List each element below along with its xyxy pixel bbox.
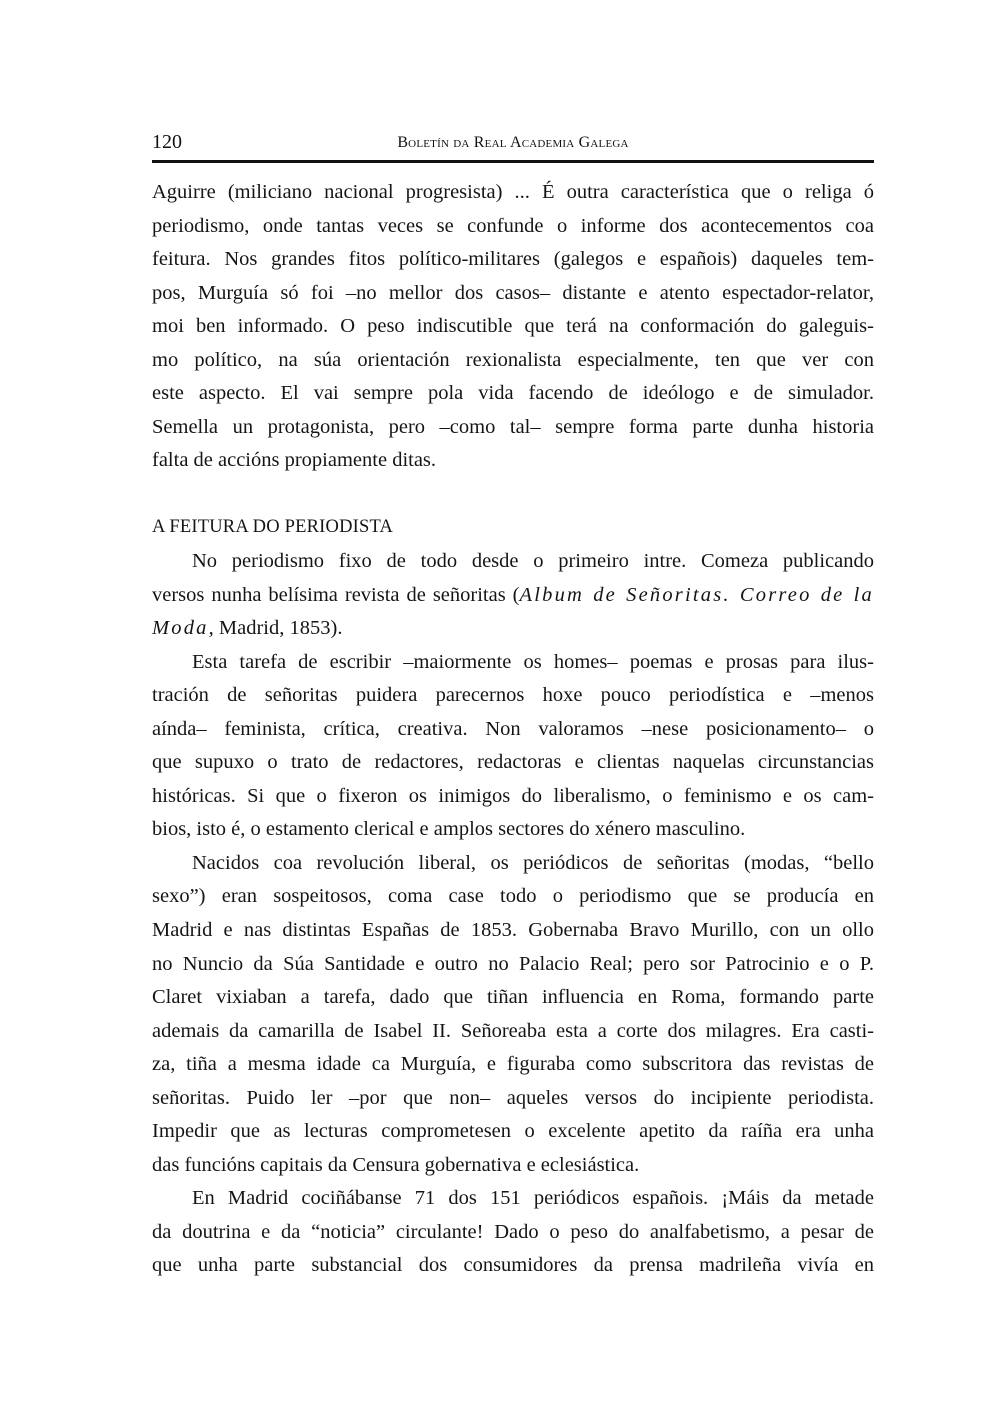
text-line: no Nuncio da Súa Santidade e outro no Palacio Real; pero sor Patrocinio e o P. [152,952,874,975]
section-heading: A FEITURA DO PERIODISTA [152,517,394,538]
header-rule [152,160,874,163]
paragraph-2 [152,646,874,847]
page-header [152,131,874,159]
text-line: Semella un protagonista, pero –como tal– sempre forma parte dunha historia [152,415,874,438]
text-line: das funcións capitais da Censura gobernativa e eclesiástica. [152,1153,640,1176]
page-number: 120 [152,131,182,153]
paragraph-4 [152,1182,874,1283]
text-line: sexo”) eran sospeitosos, coma case todo o periodismo que se producía en [152,885,874,908]
text-line: tración de señoritas puidera parecernos hoxe pouco periodística e –menos [152,684,874,707]
text-line: da doutrina e da “noticia” circulante! Dado o peso do analfabetismo, a pesar de [152,1220,874,1243]
text-line: feitura. Nos grandes fitos político-militares (galegos e españois) daqueles tem- [152,248,874,271]
intro-paragraph [152,176,874,478]
text-line: En Madrid cociñábanse 71 dos 151 periódicos españois. ¡Máis da metade [192,1187,874,1210]
text-line: Esta tarefa de escribir –maiormente os homes– poemas e prosas para ilus- [192,650,874,673]
text-line: Madrid e nas distintas Españas de 1853. Gobernaba Bravo Murillo, con un ollo [152,918,874,941]
text-line: que supuxo o trato de redactores, redactoras e clientas naquelas circunstancias [152,751,874,774]
text-line: ademais da camarilla de Isabel II. Señoreaba esta a corte dos milagres. Era casti- [152,1019,874,1042]
text-line: za, tiña a mesma idade ca Murguía, e figuraba como subscritora das revistas de [152,1053,874,1076]
text-line: este aspecto. El vai sempre pola vida facendo de ideólogo e de simulador. [152,382,874,405]
text-line: moi ben informado. O peso indiscutible que terá na conformación do galeguis- [152,315,874,338]
body-text [152,176,874,1283]
text-line: Aguirre (miliciano nacional progresista) ... É outra característica que o religa ó [152,181,874,203]
paragraph-gap [152,478,874,512]
text-line: No periodismo fixo de todo desde o primeiro intre. Comeza publicando [192,549,874,572]
text-line [152,579,874,613]
text-line: históricas. Si que o fixeron os inimigos do liberalismo, o feminismo e os cam- [152,784,874,807]
paragraph-1 [152,545,874,646]
text-line: aínda– feminista, crítica, creativa. Non valoramos –nese posicionamento– o [152,717,874,740]
paragraph-3 [152,847,874,1182]
text-span: versos nunha belísima revista de señoritas ( [152,583,520,606]
text-line: falta de accións propiamente ditas. [152,449,437,472]
text-line: pos, Murguía só foi –no mellor dos casos– distante e atento espectador-relator, [152,281,874,304]
text-line: señoritas. Puido ler –por que non– aqueles versos do incipiente periodista. [152,1086,874,1109]
text-line: mo político, na súa orientación rexionalista especialmente, ten que ver con [152,348,874,371]
running-title: Boletín da Real Academia Galega [397,134,629,151]
text-line: periodismo, onde tantas veces se confunde o informe dos acontecementos coa [152,214,874,237]
publication-title: Moda [152,617,209,640]
text-span: , Madrid, 1853). [208,617,343,640]
text-line: Claret vixiaban a tarefa, dado que tiñan influencia en Roma, formando parte [152,986,874,1009]
text-line: Impedir que as lecturas comprometesen o excelente apetito da raíña era unha [152,1120,874,1143]
text-line: que unha parte substancial dos consumidores da prensa madrileña vivía en [152,1254,874,1277]
publication-title: Album de Señoritas. Correo de la [519,583,874,606]
text-line: Nacidos coa revolución liberal, os periódicos de señoritas (modas, “bello [192,851,874,874]
text-line [152,612,874,646]
text-line: bios, isto é, o estamento clerical e amplos sectores do xénero masculino. [152,818,746,841]
